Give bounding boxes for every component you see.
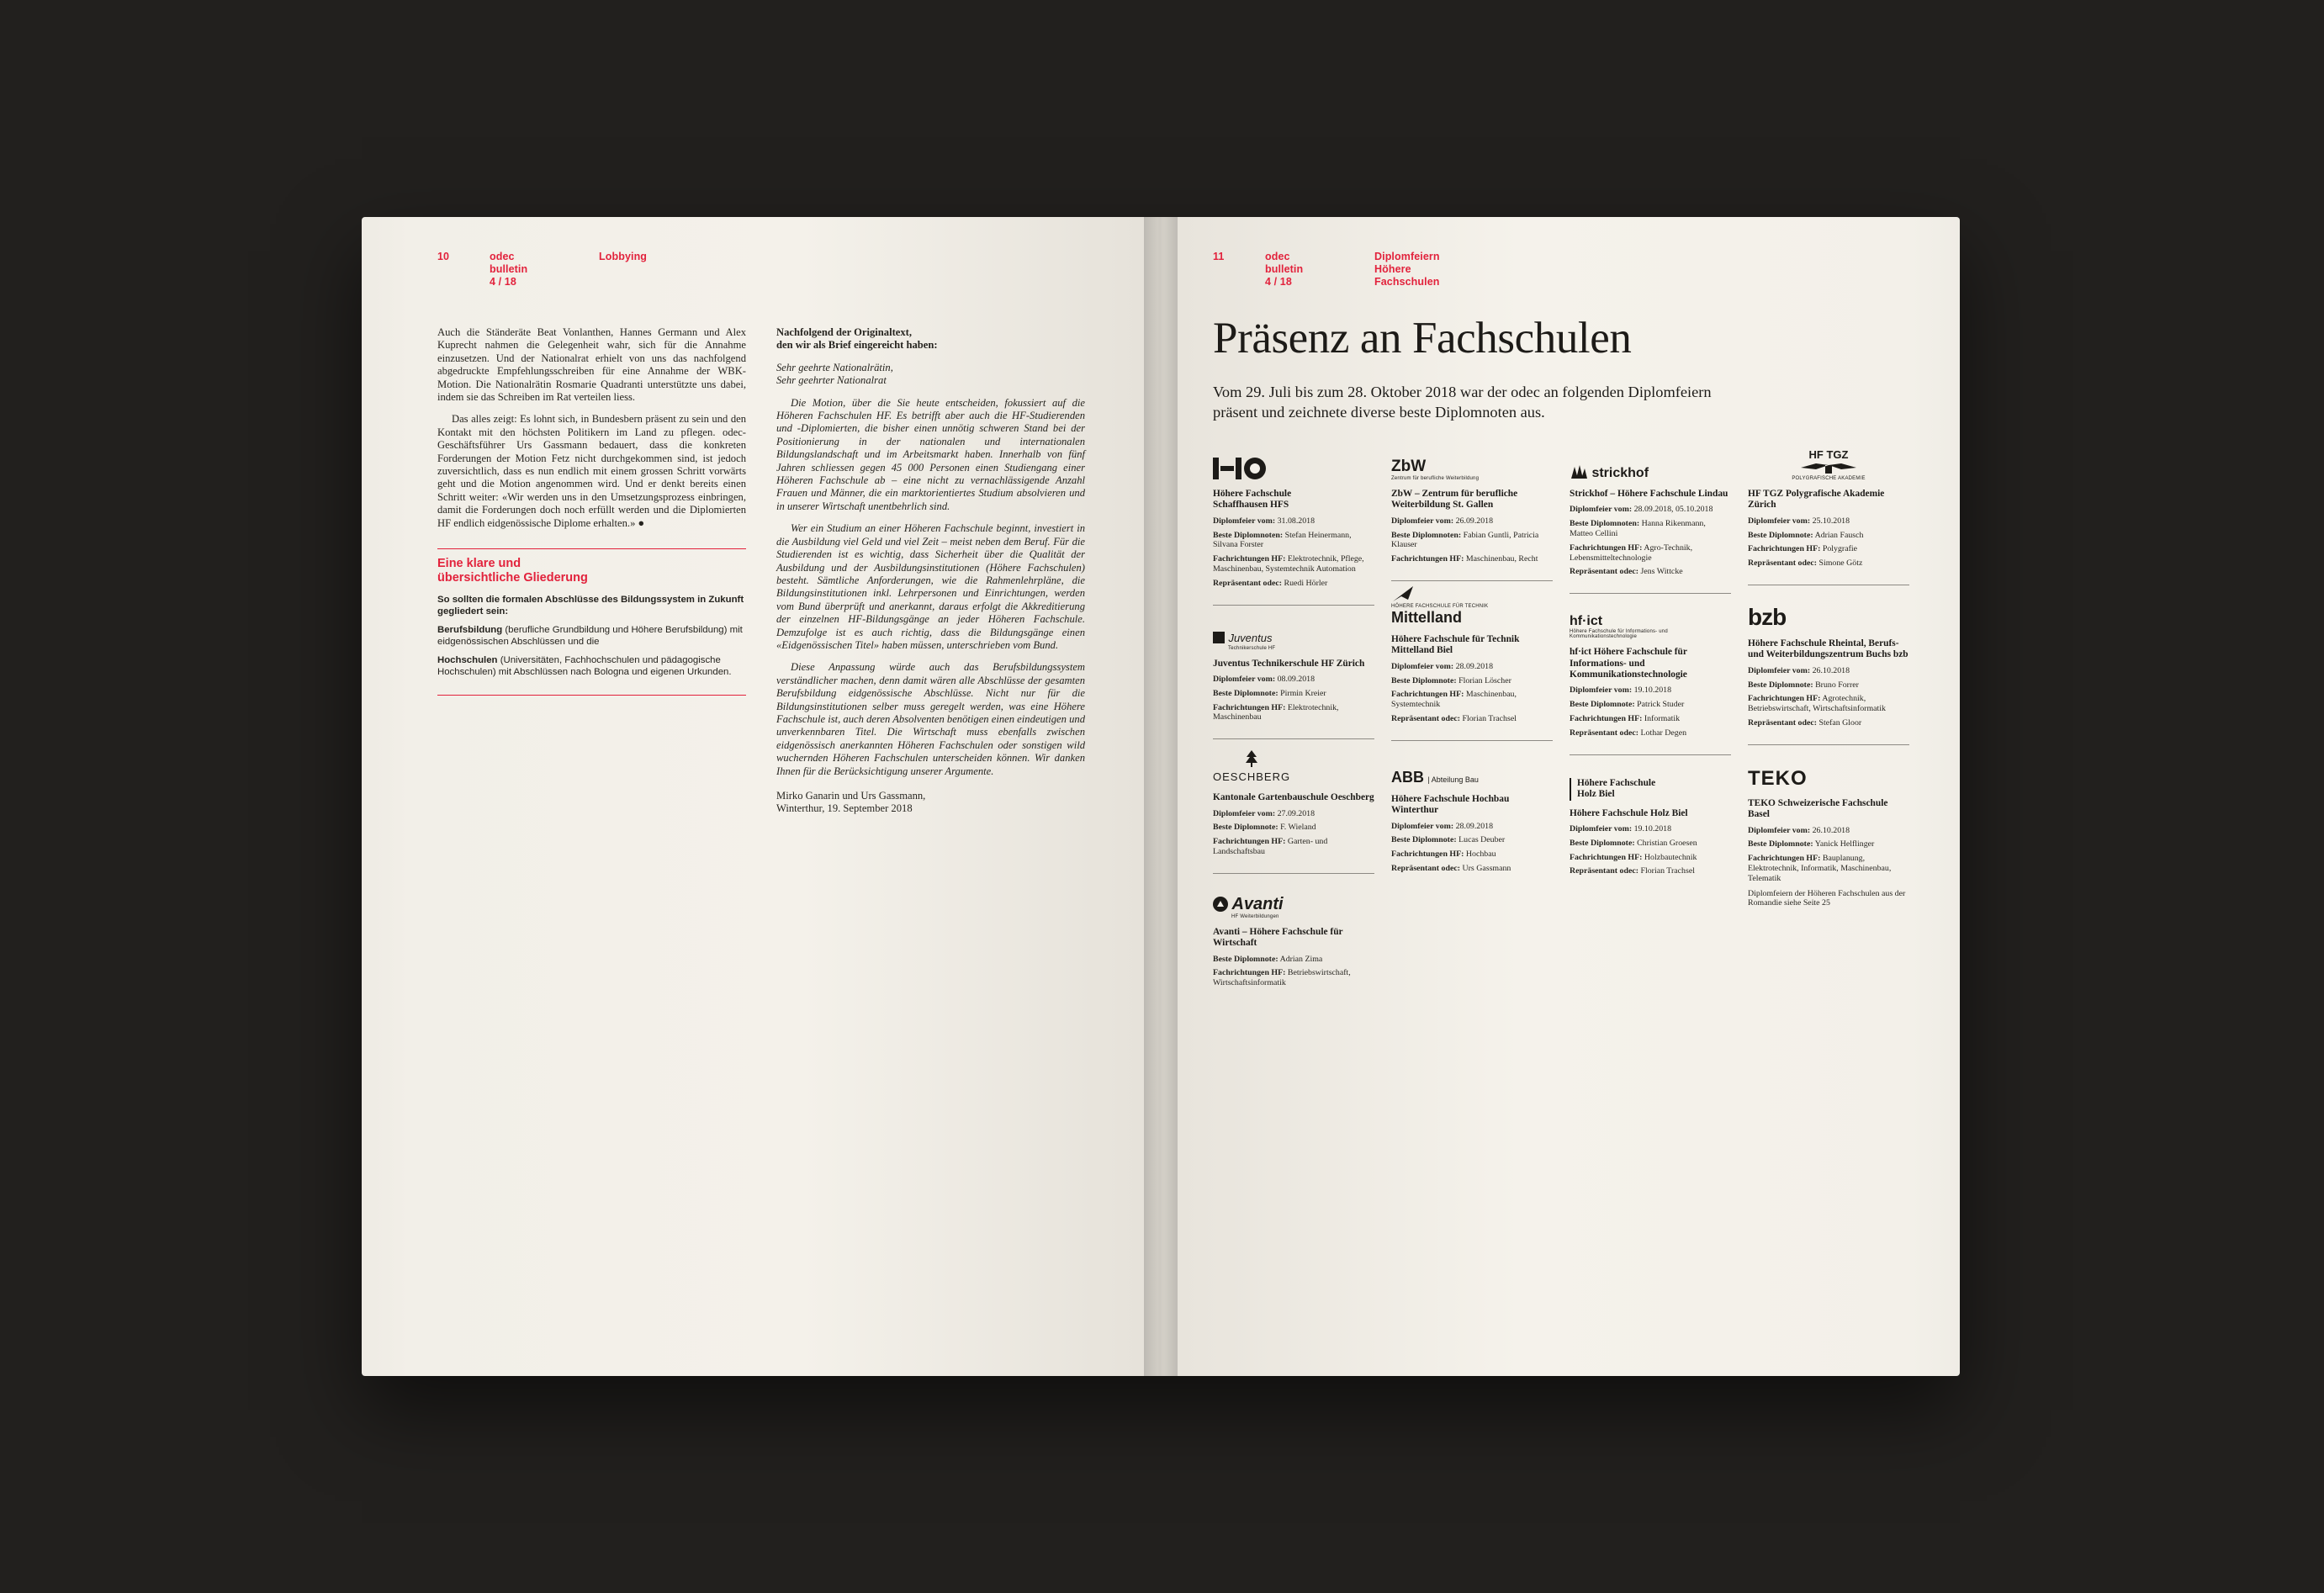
logo-subtext: POLYGRAFISCHE AKADEMIE: [1792, 476, 1866, 481]
left-section: Lobbying: [599, 251, 648, 262]
letter-paragraph: Wer ein Studium an einer Höheren Fachschule beginnt, investiert in die Ausbildung viel Geld und viel Zeit – meist neben dem Beruf. Für die Studierenden ist es wichtig, dass Sicherheit über die Qualität der Ausbildung und der Ausbildungsinstitutionen (Höhere Fachschulen) besteht. Sämtliche Anforderungen, wie die Rahmenlehrpläne, die Bildungsinstitutionen inkl. Lehrpersonen und Einrichtungen, werden vom Bund überprüft und anerkannt, daraus erfolgt die Akkreditierung der einzelnen HF-Bildungsgänge an jeder Höheren Fachschule. Demzufolge ist es auch richtig, dass die Bildungsgänge einen «Eidgenössischen Titel» haben müssen, unterschrieben vom Bund.: [776, 522, 1085, 651]
field-label: Fachrichtungen HF:: [1213, 968, 1286, 978]
field-value: 28.09.2018: [1455, 661, 1494, 671]
field-value: Garten- und Landschaftsbau: [1213, 837, 1328, 856]
field-label: Fachrichtungen HF:: [1391, 554, 1464, 564]
field-value: 19.10.2018: [1633, 824, 1672, 834]
logo-mark: [1570, 614, 1731, 639]
field-label: Beste Diplomnoten:: [1570, 519, 1640, 529]
field-value: Hochbau: [1465, 849, 1496, 860]
right-folio: 11: [1213, 251, 1225, 262]
logo-text: ABB: [1391, 768, 1424, 786]
field-label: Diplomfeier vom:: [1748, 825, 1811, 835]
school-field: [1570, 567, 1731, 577]
school-field: [1391, 531, 1553, 551]
field-value: Christian Groesen: [1637, 838, 1697, 848]
field-value: Maschinenbau, Recht: [1465, 554, 1538, 564]
logo-mark: [1748, 447, 1909, 481]
field-value: Yanick Helflinger: [1814, 839, 1875, 849]
school-entry: [1391, 591, 1553, 741]
field-label: Fachrichtungen HF:: [1213, 702, 1286, 712]
left-column-1: [437, 326, 746, 825]
school-name: Juventus Technikerschule HF Zürich: [1213, 658, 1365, 669]
school-field: [1213, 837, 1374, 857]
field-label: Fachrichtungen HF:: [1391, 690, 1464, 700]
school-entry: [1213, 884, 1374, 1004]
school-field: [1748, 558, 1909, 569]
field-value: Bruno Forrer: [1815, 680, 1859, 690]
field-label: Beste Diplomnote:: [1748, 839, 1813, 849]
field-value: Bauplanung, Elektrotechnik, Informatik, Maschinenbau, Telematik: [1748, 854, 1892, 883]
field-label: Fachrichtungen HF:: [1570, 714, 1643, 723]
logo-mark: [1213, 895, 1284, 919]
juventus-logo: [1213, 616, 1374, 651]
school-field: [1391, 822, 1553, 832]
school-field: [1748, 826, 1909, 836]
school-field: [1213, 689, 1374, 699]
school-entry: [1570, 446, 1731, 594]
field-label: Fachrichtungen HF:: [1748, 694, 1821, 704]
field-value: Elektrotechnik, Pflege, Maschinenbau, Systemtechnik Automation: [1213, 554, 1364, 574]
school-name: TEKO Schweizerische Fachschule Basel: [1748, 797, 1888, 820]
field-label: Beste Diplomnote:: [1213, 823, 1278, 833]
school-field: [1213, 531, 1374, 551]
field-value: 26.10.2018: [1812, 665, 1850, 675]
school-field: [1570, 685, 1731, 696]
field-label: Beste Diplomnoten:: [1213, 530, 1284, 540]
field-label: Fachrichtungen HF:: [1570, 542, 1643, 553]
school-grid: [1213, 446, 1911, 1014]
field-value: Simone Götz: [1818, 558, 1863, 569]
item-2-bold: Hochschulen: [437, 655, 498, 666]
school-entry: [1213, 616, 1374, 740]
field-label: Diplomfeier vom:: [1570, 824, 1633, 834]
field-label: Beste Diplomnoten:: [1391, 530, 1462, 540]
red-callout-intro: So sollten die formalen Abschlüsse des Bildungssystem in Zukunft gegliedert sein:: [437, 595, 744, 617]
school-field: [1213, 809, 1374, 819]
school-field: [1213, 703, 1374, 723]
field-value: Hanna Rikenmann, Matteo Cellini: [1570, 519, 1706, 538]
school-field: [1213, 516, 1374, 527]
school-name: ZbW – Zentrum für berufliche Weiterbildung St. Gallen: [1391, 489, 1518, 511]
school-field: [1570, 700, 1731, 710]
school-name: Höhere Fachschule Schaffhausen HFS: [1213, 489, 1292, 511]
abb-technikerschule-logo: [1391, 751, 1553, 786]
school-field: [1748, 718, 1909, 728]
field-label: Fachrichtungen HF:: [1213, 837, 1286, 847]
item-2-rest: (Universitäten, Fachhochschulen und pädagogische Hochschulen) mit Abschlüssen nach Bologna und eigenen Urkunden.: [437, 655, 732, 678]
school-field: [1391, 516, 1553, 527]
field-value: Lucas Deuber: [1458, 835, 1506, 845]
logo-text: Mittelland: [1391, 609, 1462, 626]
field-value: Holzbautechnik: [1644, 852, 1697, 862]
school-name: Höhere Fachschule Holz Biel: [1570, 807, 1688, 818]
school-field: [1570, 519, 1731, 539]
letter-paragraph: Die Motion, über die Sie heute entscheiden, fokussiert auf die Höheren Fachschulen HF. Es betrifft aber auch die HF-Studierenden und -Diplomierten, die bisher einen unnötig schweren Stand bei der Positionierung in der nationalen und internationalen Bildungslandschaft und im Arbeitsmarkt haben. Innerhalb von fünf Jahren schliessen gegen 45 000 Personen einen Studiengang einer Höheren Fachschule ab – eine nicht zu vernachlässigende Anzahl Frauen und Männer, die ein marktorientiertes Studium absolvieren und in unserer Wirtschaft unentbehrlich sind.: [776, 396, 1085, 512]
mittelland-logo: [1391, 591, 1553, 627]
field-label: Diplomfeier vom:: [1570, 505, 1633, 515]
school-field: [1748, 854, 1909, 883]
field-value: Ruedi Hörler: [1284, 578, 1328, 588]
school-field: [1391, 662, 1553, 672]
field-label: Beste Diplomnote:: [1391, 675, 1457, 685]
school-field: [1213, 823, 1374, 833]
field-value: Fabian Guntli, Patricia Klauser: [1391, 530, 1539, 550]
school-column-4: [1748, 446, 1909, 1014]
field-value: Betriebswirtschaft, Wirtschaftsinformatik: [1213, 968, 1351, 988]
field-value: Patrick Studer: [1637, 700, 1685, 710]
field-value: F. Wieland: [1280, 823, 1316, 833]
field-label: Diplomfeier vom:: [1213, 675, 1276, 684]
school-field: [1391, 849, 1553, 860]
school-field: [1748, 666, 1909, 676]
item-1-rest: (berufliche Grundbildung und Höhere Berufsbildung) mit eidgenössischen Abschlüssen und die: [437, 625, 743, 647]
school-entry: [1748, 446, 1909, 585]
field-label: Fachrichtungen HF:: [1748, 854, 1821, 864]
field-value: 26.10.2018: [1812, 825, 1850, 835]
oeschberg-logo: [1213, 749, 1374, 785]
school-field: [1391, 864, 1553, 874]
field-label: Beste Diplomnote:: [1748, 680, 1813, 690]
school-name: hf·ict Höhere Fachschule für Informations- und Kommunikationstechnologie: [1570, 647, 1687, 680]
field-label: Beste Diplomnote:: [1570, 838, 1635, 848]
school-entry: [1391, 751, 1553, 890]
school-field: [1748, 531, 1909, 541]
school-field: [1391, 690, 1553, 710]
teko-logo: [1748, 755, 1909, 791]
school-field: [1213, 968, 1374, 988]
school-field: [1570, 714, 1731, 724]
logo-mark: [1213, 749, 1290, 785]
school-field: [1391, 676, 1553, 686]
field-label: Fachrichtungen HF:: [1748, 544, 1821, 554]
logo-text: Juventus: [1228, 631, 1273, 644]
school-entry: [1570, 765, 1731, 893]
field-value: 19.10.2018: [1633, 685, 1672, 696]
logo-mark: [1570, 463, 1649, 481]
field-value: 25.10.2018: [1812, 516, 1850, 526]
school-entry: [1213, 446, 1374, 606]
field-label: Repräsentant odec:: [1570, 567, 1639, 577]
field-label: Beste Diplomnote:: [1570, 700, 1635, 710]
page-intro: Vom 29. Juli bis zum 28. Oktober 2018 war der odec an folgenden Diplomfeiern präsent und zeichnete diverse beste Diplomnoten aus.: [1213, 384, 1712, 421]
avanti-logo: [1213, 884, 1374, 919]
field-label: Repräsentant odec:: [1748, 718, 1818, 728]
field-label: Repräsentant odec:: [1748, 558, 1818, 569]
field-label: Beste Diplomnote:: [1213, 954, 1278, 964]
logo-subtext: Technikerschule HF: [1228, 645, 1276, 651]
school-column-1: [1213, 446, 1374, 1014]
field-value: Florian Löscher: [1458, 675, 1511, 685]
field-value: 28.09.2018, 05.10.2018: [1633, 505, 1713, 515]
red-callout-title: Eine klare und übersichtliche Gliederung: [437, 557, 588, 585]
red-callout-box: [437, 548, 746, 696]
strickhof-logo: [1570, 446, 1731, 481]
school-name: Kantonale Gartenbauschule Oeschberg: [1213, 792, 1374, 803]
logo-text: TEKO: [1748, 766, 1808, 790]
logo-subtext: | Abteilung Bau: [1427, 775, 1479, 784]
left-page: [362, 217, 1161, 1376]
letter-salutation: Sehr geehrte Nationalrätin, Sehr geehrter Nationalrat: [776, 361, 893, 387]
field-label: Repräsentant odec:: [1570, 866, 1639, 876]
item-1-bold: Berufsbildung: [437, 625, 503, 636]
field-label: Repräsentant odec:: [1570, 728, 1639, 738]
school-entry: [1570, 604, 1731, 754]
paragraph: Das alles zeigt: Es lohnt sich, in Bundesbern präsent zu sein und den Kontakt mit den höchsten Politikern im Land zu pflegen. odec-Geschäftsführer Urs Gassmann bedauert, dass die konkreten Forderungen der Motion Fetz nicht durchgekommen sind, ist jedoch zuversichtlich, dass es nun endlich mit einem grossen Schritt vorwärts geht und die Motion angenommen wird. Und er denkt bereits einen Schritt weiter: «Wir werden uns in den Umsetzungsprozess einbringen, damit die Forderungen doch noch erfüllt werden und die Diplomierten HF endlich eidgenössische Diplome erhalten.» ●: [437, 413, 746, 529]
hfict-logo: [1570, 604, 1731, 639]
field-label: Repräsentant odec:: [1213, 578, 1283, 588]
field-value: 28.09.2018: [1455, 821, 1494, 831]
field-label: Diplomfeier vom:: [1213, 808, 1276, 818]
right-publication: odec bulletin 4 / 18: [1265, 251, 1304, 288]
field-label: Beste Diplomnote:: [1213, 688, 1278, 698]
field-value: Adrian Zima: [1279, 954, 1323, 964]
logo-mark: [1391, 585, 1488, 627]
school-field: [1748, 544, 1909, 554]
field-label: Diplomfeier vom:: [1391, 516, 1454, 526]
page-title: Präsenz an Fachschulen: [1213, 314, 1632, 363]
school-field: [1391, 554, 1553, 564]
logo-text: HF TGZ: [1808, 448, 1849, 461]
field-value: Agrotechnik, Betriebswirtschaft, Wirtschaftsinformatik: [1748, 694, 1886, 714]
hf-holz-biel-logo: [1570, 765, 1731, 801]
field-value: Polygrafie: [1822, 544, 1858, 554]
school-field: [1570, 505, 1731, 515]
magazine-spread: [362, 217, 1960, 1376]
logo-text: ZbW: [1391, 458, 1427, 475]
field-label: Diplomfeier vom:: [1748, 516, 1811, 526]
field-value: Jens Wittcke: [1640, 567, 1683, 577]
logo-subtext: HF Weiterbildungen: [1231, 913, 1279, 919]
letter-paragraph: Diese Anpassung würde auch das Berufsbildungssystem verständlicher machen, denn damit wären alle Abschlüsse der gesamten Berufsbildung eidgenössische Abschlüsse. Nicht nur für die Bildungsinstitutionen selber muss geregelt werden, was eine Höhere Fachschule ist, auch deren Absolventen benötigen einen eindeutigen und unverkennbaren Titel. Die Wirtschaft muss ebenfalls zwischen eidgenössisch anerkannten Höheren Fachschulen oder sonstigen wild wuchernden Höheren Fachschulen unterscheiden können. Wir danken Ihnen für die Berücksichtigung unserer Argumente.: [776, 661, 1085, 777]
school-name: HF TGZ Polygrafische Akademie Zürich: [1748, 489, 1885, 511]
school-field: [1570, 543, 1731, 564]
school-column-2: [1391, 446, 1553, 1014]
field-value: 27.09.2018: [1277, 808, 1316, 818]
field-label: Fachrichtungen HF:: [1391, 849, 1464, 860]
logo-text: OESCHBERG: [1213, 770, 1291, 784]
field-value: Informatik: [1644, 714, 1681, 723]
school-column-3: [1570, 446, 1731, 1014]
left-publication: odec bulletin 4 / 18: [490, 251, 528, 288]
field-label: Diplomfeier vom:: [1570, 685, 1633, 696]
school-field: [1213, 579, 1374, 589]
school-field: [1748, 516, 1909, 527]
school-entry: [1748, 755, 1909, 920]
logo-mark: [1391, 769, 1479, 786]
paragraph: Auch die Ständeräte Beat Vonlanthen, Hannes Germann und Alex Kuprecht nahmen die Gelegenheit wahr, sich für die Annahme einzusetzen. Und der Nationalrat erhielt von uns das nachfolgend abgedruckte Empfehlungsschreiben für eine Annahme der WBK-Motion. Die Nationalrätin Rosmarie Quadranti unterstützte uns dabei, indem sie das Schreiben im Rat verteilen liess.: [437, 326, 746, 404]
school-name: Höhere Fachschule für Technik Mittelland Biel: [1391, 634, 1520, 656]
school-name: Höhere Fachschule Rheintal, Berufs- und Weiterbildungszentrum Buchs bzb: [1748, 638, 1908, 660]
field-value: Urs Gassmann: [1462, 864, 1511, 873]
field-value: 08.09.2018: [1277, 675, 1316, 684]
school-name: Avanti – Höhere Fachschule für Wirtschaft: [1213, 926, 1343, 949]
field-label: Diplomfeier vom:: [1391, 821, 1454, 831]
field-value: Stefan Gloor: [1818, 718, 1862, 728]
field-label: Diplomfeier vom:: [1213, 516, 1276, 526]
logo-text: strickhof: [1591, 466, 1649, 480]
school-field: [1570, 839, 1731, 849]
logo-text: Avanti: [1231, 894, 1284, 913]
footnote: Diplomfeiern der Höheren Fachschulen aus der Romandie siehe Seite 25: [1748, 888, 1906, 908]
bzb-logo: [1748, 595, 1909, 631]
field-value: Maschinenbau, Systemtechnik: [1391, 690, 1517, 710]
school-entry: [1748, 595, 1909, 745]
school-entry: [1213, 749, 1374, 874]
letter-lead: Nachfolgend der Originaltext, den wir als Brief eingereicht haben:: [776, 326, 938, 352]
field-value: Florian Trachsel: [1462, 714, 1517, 723]
zbw-logo: [1391, 446, 1553, 481]
field-value: Adrian Fausch: [1814, 530, 1864, 540]
red-callout-item-2: [437, 655, 746, 678]
red-callout-item-1: [437, 625, 746, 648]
field-label: Repräsentant odec:: [1391, 864, 1461, 873]
field-value: Agro-Technik, Lebensmitteltechnologie: [1570, 542, 1693, 563]
logo-subtext: Höhere Fachschule für Informations- und Kommunikationstechnologie: [1570, 629, 1668, 640]
logo-text: hf·ict: [1570, 614, 1603, 629]
field-label: Beste Diplomnote:: [1748, 530, 1813, 540]
school-field: [1391, 835, 1553, 845]
field-label: Diplomfeier vom:: [1391, 661, 1454, 671]
left-text-columns: [437, 326, 1085, 825]
field-value: 31.08.2018: [1277, 516, 1316, 526]
school-field: [1570, 824, 1731, 834]
school-field: [1391, 714, 1553, 724]
left-column-2: [776, 326, 1085, 825]
hfs-schaffhausen-logo: [1213, 446, 1374, 481]
hf-tgz-logo: [1748, 446, 1909, 481]
school-field: [1748, 680, 1909, 691]
logo-mark: [1391, 458, 1479, 481]
logo-text: bzb: [1748, 604, 1787, 630]
logo-mark: [1213, 631, 1275, 651]
right-page: [1161, 217, 1960, 1376]
school-field: [1570, 728, 1731, 738]
school-field: [1213, 675, 1374, 685]
logo-subtext: HÖHERE FACHSCHULE FÜR TECHNIK: [1391, 604, 1489, 609]
field-label: Diplomfeier vom:: [1748, 665, 1811, 675]
field-label: Repräsentant odec:: [1391, 714, 1461, 723]
school-field: [1748, 694, 1909, 714]
school-field: [1213, 554, 1374, 574]
school-field: [1748, 839, 1909, 849]
field-value: Stefan Heinermann, Silvana Forster: [1213, 530, 1352, 550]
school-field: [1213, 955, 1374, 965]
field-value: Florian Trachsel: [1640, 866, 1695, 876]
left-folio: 10: [437, 251, 450, 262]
school-field: [1570, 866, 1731, 876]
school-entry: [1391, 446, 1553, 581]
field-label: Fachrichtungen HF:: [1213, 554, 1286, 564]
logo-subtext: Zentrum für berufliche Weiterbildung: [1391, 476, 1480, 481]
school-field: [1570, 853, 1731, 863]
field-value: Elektrotechnik, Maschinenbau: [1213, 702, 1339, 722]
field-value: Lothar Degen: [1640, 728, 1687, 738]
field-value: 26.09.2018: [1455, 516, 1494, 526]
field-value: Pirmin Kreier: [1280, 688, 1326, 698]
field-label: Beste Diplomnote:: [1391, 835, 1457, 845]
logo-mark: [1213, 456, 1272, 481]
school-name: Höhere Fachschule Hochbau Winterthur: [1391, 793, 1510, 816]
logo-text: Höhere Fachschule Holz Biel: [1570, 778, 1655, 801]
field-label: Fachrichtungen HF:: [1570, 852, 1643, 862]
letter-signature: Mirko Ganarin und Urs Gassmann, Winterthur, 19. September 2018: [776, 790, 926, 815]
school-name: Strickhof – Höhere Fachschule Lindau: [1570, 489, 1728, 499]
right-section: Diplomfeiern Höhere Fachschulen: [1374, 251, 1440, 288]
